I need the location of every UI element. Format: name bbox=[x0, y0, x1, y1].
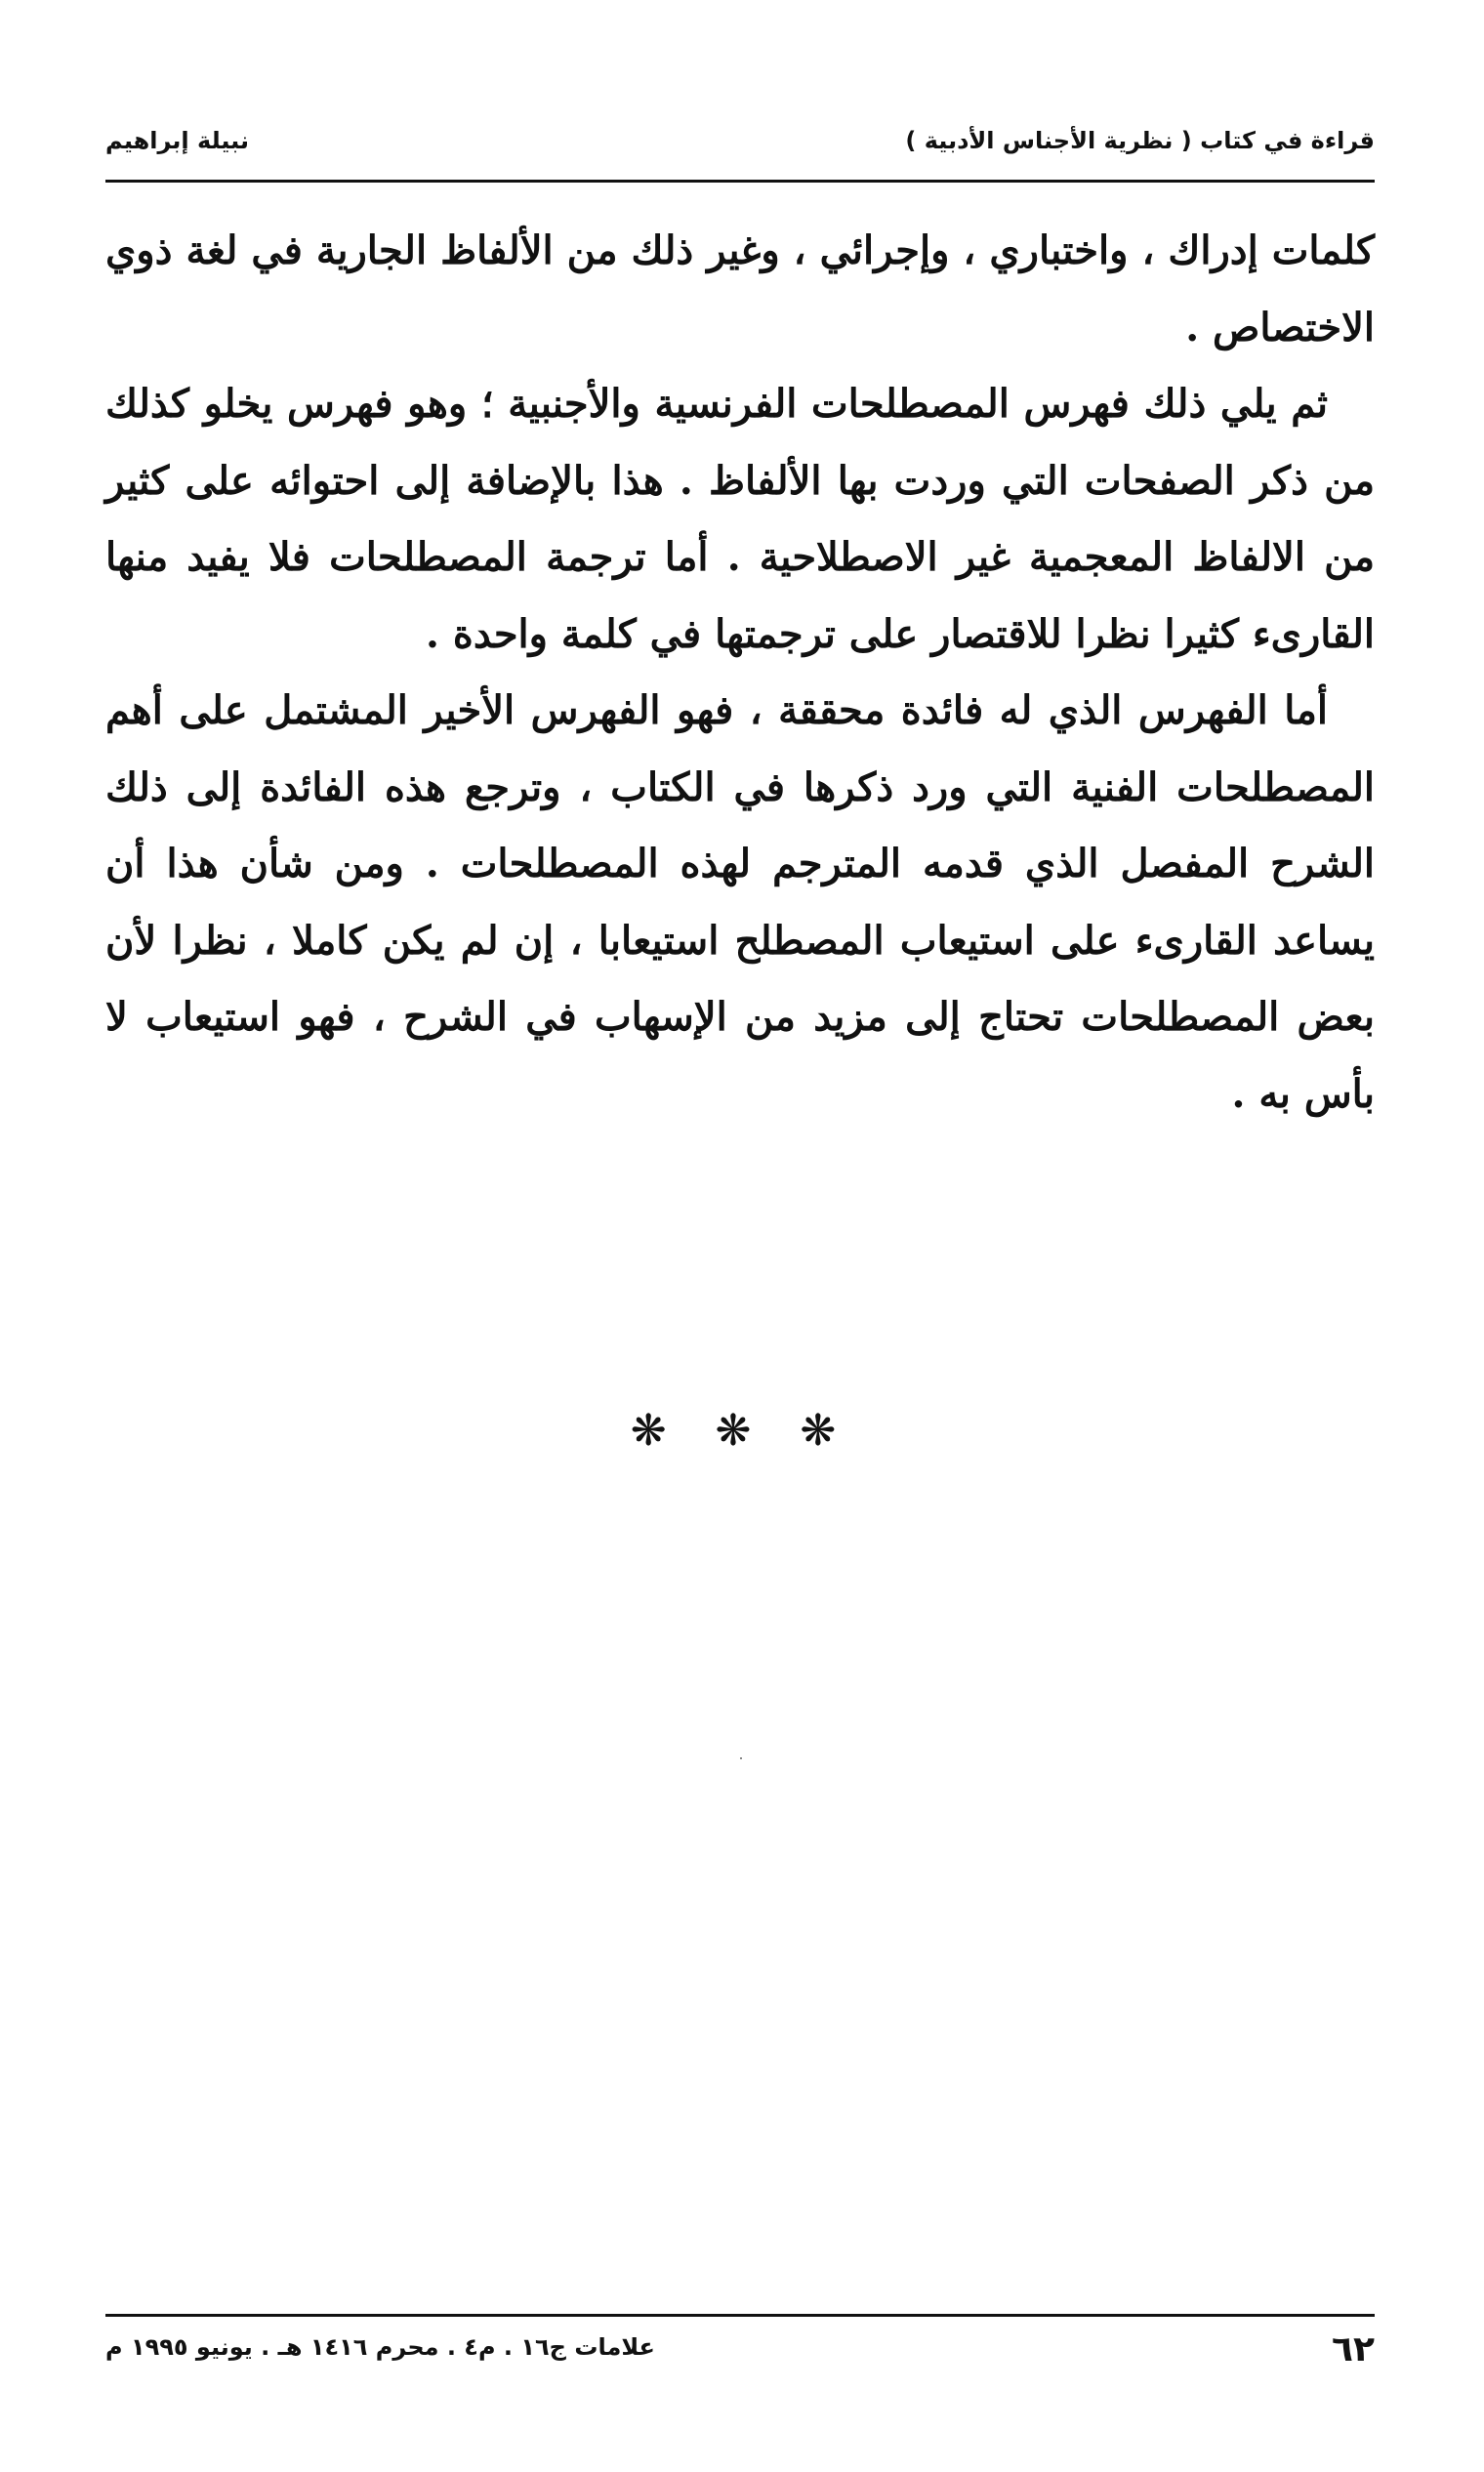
stray-mark bbox=[740, 1757, 742, 1759]
paragraph-2: ثم يلي ذلك فهرس المصطلحات الفرنسية والأجنبية ؛ وهو فهرس يخلو كذلك من ذكر الصفحات التي وردت بها الألفاظ . هذا بالإضافة إلى احتوائه على كثير من الالفاظ المعجمية غير الاصطلاحية . أما ترجمة المصطلحات فلا يفيد منها القارىء كثيرا نظرا للاقتصار على ترجمتها في كلمة واحدة . bbox=[105, 381, 1375, 657]
paragraph-1: كلمات إدراك ، واختباري ، وإجرائي ، وغير ذلك من الألفاظ الجارية في لغة ذوي الاختصاص . bbox=[105, 227, 1375, 350]
header-author: نبيلة إبراهيم bbox=[105, 127, 249, 154]
header-title: قراءة في كتاب ( نظرية الأجناس الأدبية ) bbox=[905, 127, 1375, 154]
running-header bbox=[105, 119, 1375, 174]
page-number: ٦٢ bbox=[1332, 2329, 1375, 2369]
running-footer bbox=[105, 2324, 1375, 2382]
section-separator: ❋ ❋ ❋ bbox=[630, 1406, 854, 1456]
footer-rule bbox=[105, 2314, 1375, 2317]
body-text bbox=[105, 213, 1375, 1133]
header-rule bbox=[105, 180, 1375, 183]
paragraph-3: أما الفهرس الذي له فائدة محققة ، فهو الفهرس الأخير المشتمل على أهم المصطلحات الفنية التي ورد ذكرها في الكتاب ، وترجع هذه الفائدة إلى ذلك الشرح المفصل الذي قدمه المترجم لهذه المصطلحات . ومن شأن هذا أن يساعد القارىء على استيعاب المصطلح استيعابا ، إن لم يكن كاملا ، نظرا لأن بعض المصطلحات تحتاج إلى مزيد من الإسهاب في الشرح ، فهو استيعاب لا بأس به . bbox=[105, 687, 1376, 1117]
journal-citation: علامات ج١٦ . م٤ . محرم ١٤١٦ هـ . يونيو ١٩٩٥ م bbox=[105, 2333, 655, 2361]
